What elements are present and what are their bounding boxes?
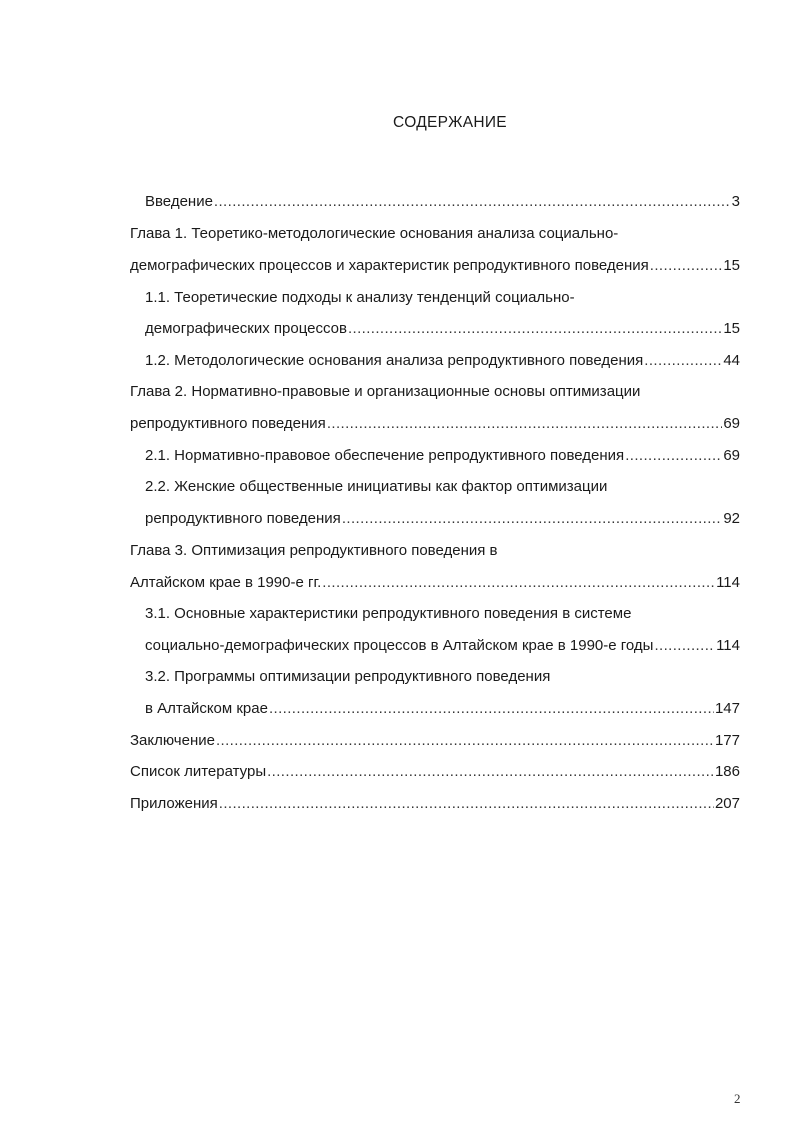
dot-leader <box>322 572 715 594</box>
toc-entry-section-3-1[interactable] <box>145 635 740 657</box>
toc-entry-chapter-2[interactable] <box>130 413 740 435</box>
toc-entry-text: Заключение <box>130 732 215 749</box>
dot-leader <box>650 255 723 277</box>
toc-entry-text: Приложения <box>130 795 218 812</box>
toc-page-number: 3 <box>731 193 740 210</box>
toc-page-number: 69 <box>723 447 740 464</box>
toc-entry-text: 2.1. Нормативно-правовое обеспечение репродуктивного поведения <box>145 447 625 464</box>
toc-entry-chapter-3[interactable] <box>130 572 740 594</box>
dot-leader <box>269 698 714 720</box>
toc-chapter-1-line-1: Глава 1. Теоретико-методологические основания анализа социально- <box>130 225 619 242</box>
toc-section-3-2-line-1: 3.2. Программы оптимизации репродуктивного поведения <box>145 668 551 685</box>
toc-page-number: 186 <box>714 763 740 780</box>
toc-page-number: 147 <box>714 700 740 717</box>
dot-leader <box>644 350 722 372</box>
toc-entry-conclusion[interactable] <box>130 730 740 752</box>
toc-entry-section-1-1[interactable] <box>145 318 740 340</box>
toc-page-number: 207 <box>714 795 740 812</box>
toc-page-number: 177 <box>714 732 740 749</box>
toc-entry-references[interactable] <box>130 761 740 783</box>
dot-leader <box>625 445 722 467</box>
toc-entry-text: в Алтайском крае <box>145 700 268 717</box>
toc-entry-appendices[interactable] <box>130 793 740 815</box>
dot-leader <box>219 793 714 815</box>
toc-chapter-3-line-1: Глава 3. Оптимизация репродуктивного поведения в <box>130 542 498 559</box>
toc-section-1-1-line-1: 1.1. Теоретические подходы к анализу тенденций социально- <box>145 289 575 306</box>
dot-leader <box>342 508 723 530</box>
toc-page-number: 15 <box>723 257 740 274</box>
toc-page-number: 92 <box>723 510 740 527</box>
toc-page-number: 114 <box>716 637 740 654</box>
toc-page-number: 44 <box>723 352 740 369</box>
toc-section-3-1-line-1: 3.1. Основные характеристики репродуктивного поведения в системе <box>145 605 632 622</box>
page-title: СОДЕРЖАНИЕ <box>393 114 507 131</box>
toc-entry-section-2-1[interactable] <box>145 445 740 467</box>
page-number: 2 <box>734 1091 741 1106</box>
toc-section-2-2-line-1: 2.2. Женские общественные инициативы как фактор оптимизации <box>145 478 608 495</box>
dot-leader <box>214 191 731 213</box>
toc-entry-text: Введение <box>145 193 213 210</box>
toc-entry-text: репродуктивного поведения <box>145 510 341 527</box>
toc-entry-text: 1.2. Методологические основания анализа репродуктивного поведения <box>145 352 644 369</box>
dot-leader <box>348 318 722 340</box>
toc-entry-text: Алтайском крае в 1990-е гг. <box>130 574 322 591</box>
toc-entry-text: Список литературы <box>130 763 267 780</box>
dot-leader <box>654 635 715 657</box>
toc-entry-section-2-2[interactable] <box>145 508 740 530</box>
toc-entry-section-1-2[interactable] <box>145 350 740 372</box>
dot-leader <box>267 761 714 783</box>
dot-leader <box>327 413 723 435</box>
toc-entry-chapter-1[interactable] <box>130 255 740 277</box>
toc-chapter-2-line-1: Глава 2. Нормативно-правовые и организационные основы оптимизации <box>130 383 641 400</box>
toc-entry-text: репродуктивного поведения <box>130 415 326 432</box>
toc-page-number: 69 <box>723 415 740 432</box>
toc-entry-intro[interactable] <box>145 191 740 213</box>
toc-entry-text: демографических процессов и характеристик репродуктивного поведения <box>130 257 649 274</box>
toc-page-number: 114 <box>716 574 740 591</box>
toc-page-number: 15 <box>723 320 740 337</box>
toc-entry-text: демографических процессов <box>145 320 347 337</box>
dot-leader <box>216 730 714 752</box>
toc-entry-text: социально-демографических процессов в Алтайском крае в 1990-е годы <box>145 637 654 654</box>
toc-entry-section-3-2[interactable] <box>145 698 740 720</box>
